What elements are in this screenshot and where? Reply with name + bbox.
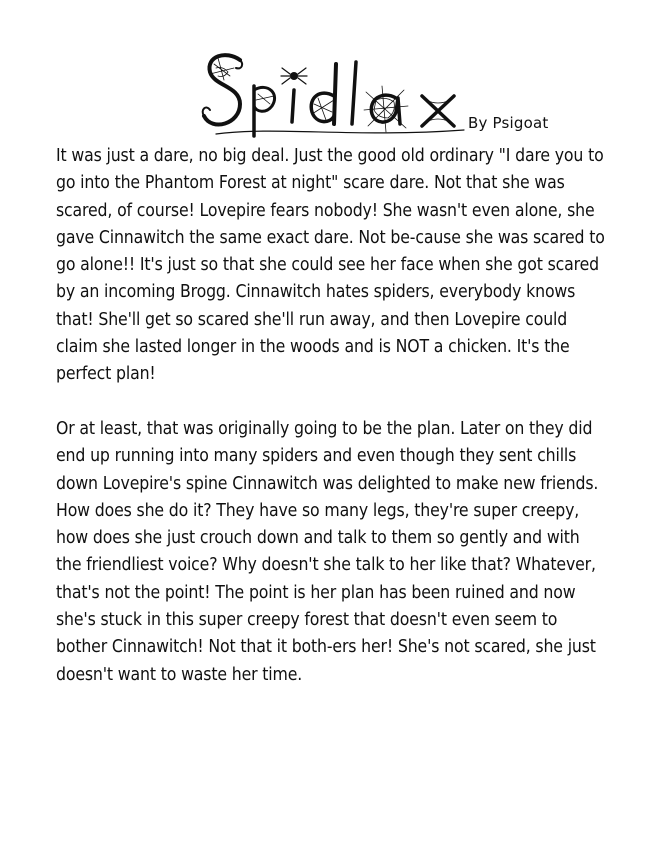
paragraph-2: Or at least, that was originally going to be the plan. Later on they did end up running into many spiders and even though they sent chills down Lovepire's spine Cinnawitch was delighted to make new friends. How does she do it? They have so many legs, they're super creepy, how does she just crouch down and talk to them so gently and with the friendliest voice? Why doesn't she talk to her like that? Whatever, that's not the point! The point is her plan has been ruined and now she's stuck in this super creepy forest that doesn't even seem to bother Cinnawitch! Not that it both-ers her! She's not scared, she just doesn't want to waste her time.: [56, 418, 599, 685]
spider-web-lettering-icon: [196, 46, 468, 138]
byline: By Psigoat: [468, 114, 549, 132]
title-logo: [196, 46, 468, 138]
story-body: [56, 143, 608, 689]
paragraph-1: It was just a dare, no big deal. Just the good old ordinary "I dare you to go into the Phantom Forest at night" scare dare. Not that she was scared, of course! Lovepire fears nobody! She wasn't even alone, she gave Cinnawitch the same exact dare. Not be-cause she was scared to go alone!! It's just so that she could see her face when she got scared by an incoming Brogg. Cinnawitch hates spiders, everybody knows that! She'll get so scared she'll run away, and then Lovepire could claim she lasted longer in the woods and is NOT a chicken. It's the perfect plan!: [56, 146, 605, 385]
